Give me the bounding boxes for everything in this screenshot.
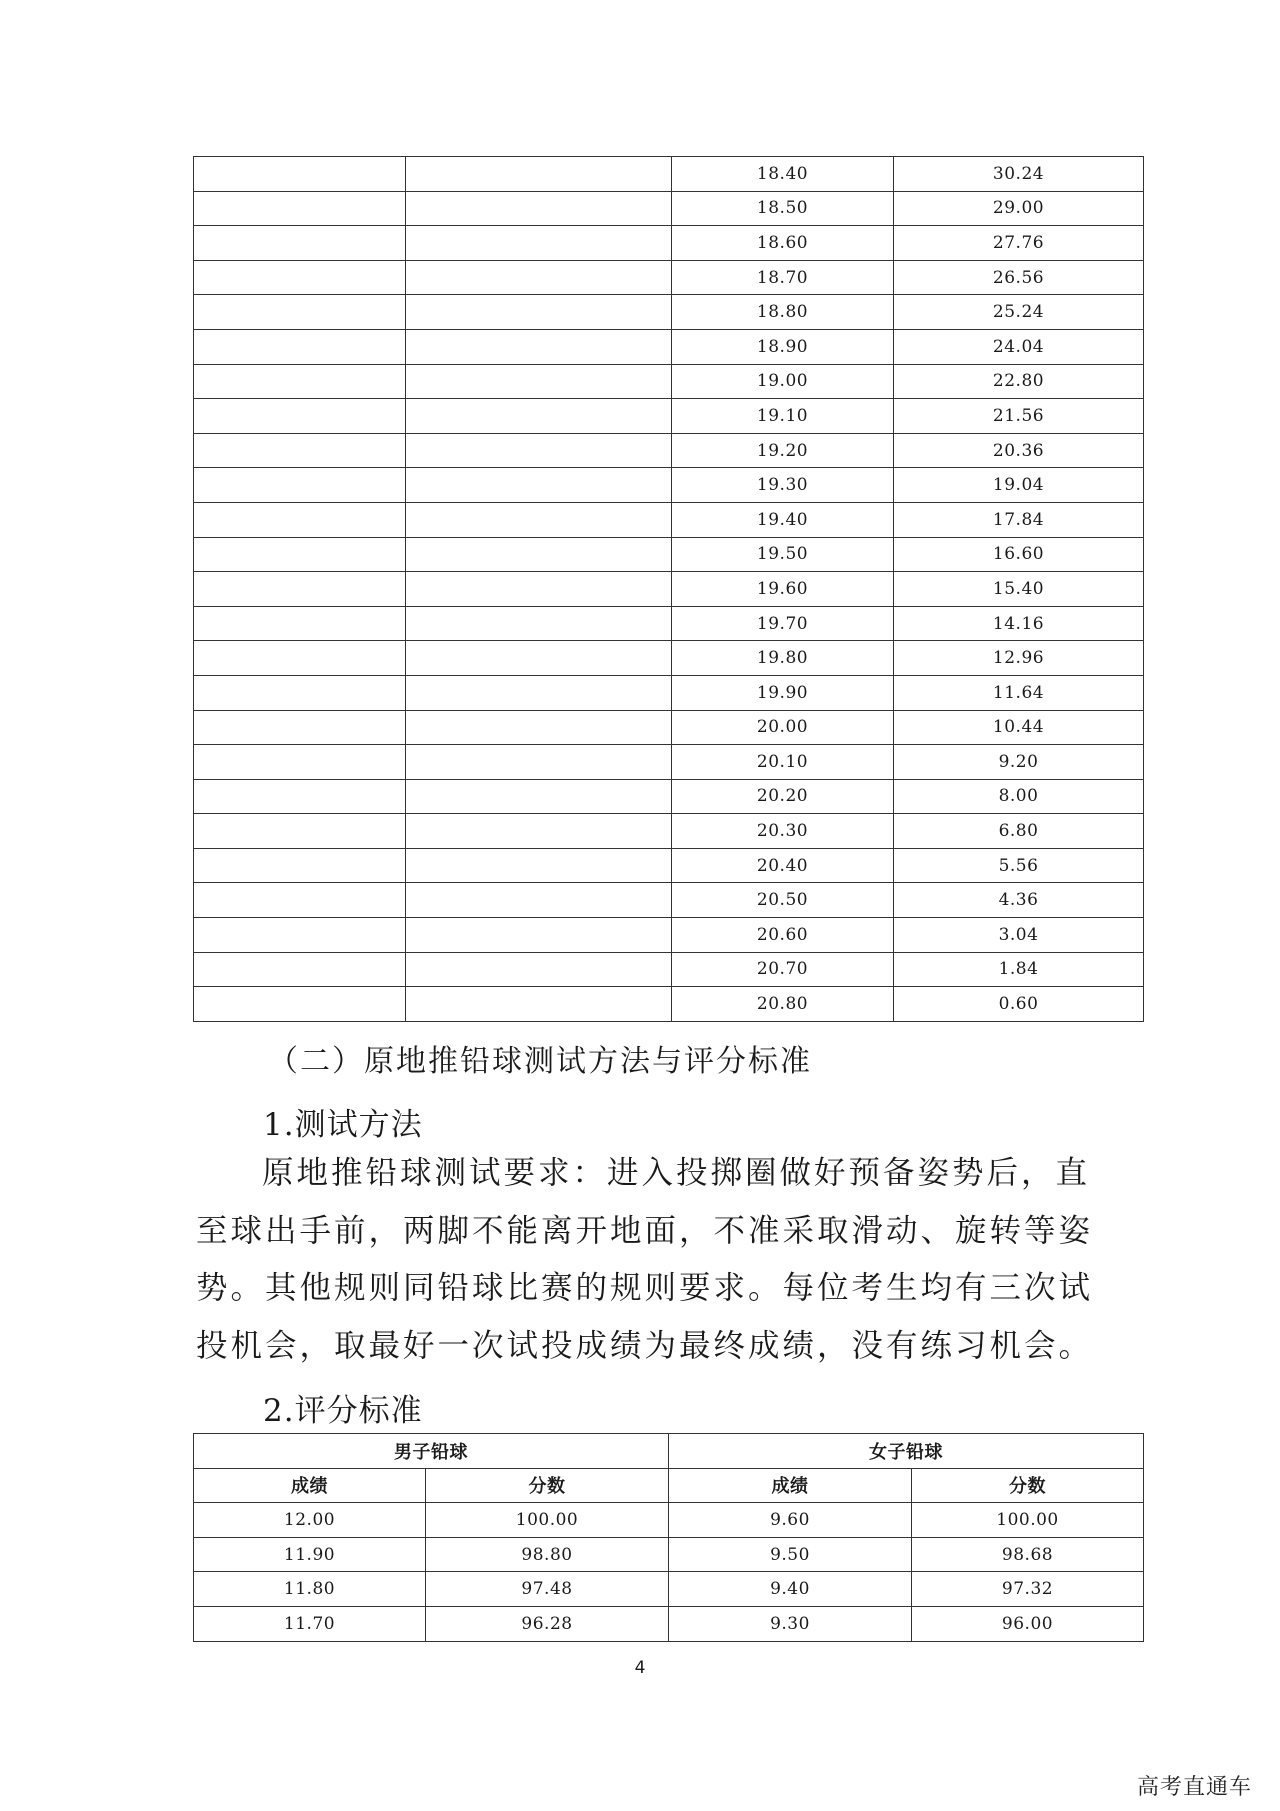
table-cell (194, 399, 406, 434)
table-cell: 19.04 (894, 468, 1144, 503)
table-cell (406, 157, 672, 192)
female-shot-put-header: 女子铅球 (669, 1434, 1144, 1469)
table-cell: 20.20 (672, 779, 894, 814)
table-cell: 29.00 (894, 191, 1144, 226)
female-score-header: 成绩 (669, 1468, 912, 1503)
table-cell: 97.32 (912, 1572, 1144, 1607)
table-cell (406, 364, 672, 399)
table-cell: 11.64 (894, 675, 1144, 710)
table-row (194, 814, 1144, 849)
female-points-header: 分数 (912, 1468, 1144, 1503)
table-cell: 18.40 (672, 157, 894, 192)
table-cell: 9.40 (669, 1572, 912, 1607)
table-row (194, 364, 1144, 399)
table-cell: 14.16 (894, 606, 1144, 641)
table-cell: 16.60 (894, 537, 1144, 572)
table-row (194, 1503, 1144, 1538)
table-cell: 98.80 (426, 1537, 669, 1572)
table-cell (194, 468, 406, 503)
table-column-header-row (194, 1468, 1144, 1503)
table-cell (406, 952, 672, 987)
table-cell: 19.80 (672, 641, 894, 676)
table-cell: 8.00 (894, 779, 1144, 814)
table-row (194, 1572, 1144, 1607)
table-cell (194, 710, 406, 745)
table-row (194, 745, 1144, 780)
table-row (194, 537, 1144, 572)
table-cell (406, 260, 672, 295)
table-cell (406, 675, 672, 710)
table-cell: 20.30 (672, 814, 894, 849)
table-cell: 9.60 (669, 1503, 912, 1538)
table-row (194, 191, 1144, 226)
table-row (194, 1537, 1144, 1572)
table-cell (406, 883, 672, 918)
table-cell: 9.50 (669, 1537, 912, 1572)
table-cell: 96.00 (912, 1606, 1144, 1641)
table-cell: 18.50 (672, 191, 894, 226)
table-cell (406, 329, 672, 364)
table-cell: 20.80 (672, 987, 894, 1022)
male-score-header: 成绩 (194, 1468, 426, 1503)
table-cell (406, 537, 672, 572)
table-cell: 19.50 (672, 537, 894, 572)
table-cell (406, 848, 672, 883)
table-cell (194, 745, 406, 780)
table-cell (194, 329, 406, 364)
table-cell (194, 814, 406, 849)
table-cell: 19.00 (672, 364, 894, 399)
table-cell: 19.40 (672, 502, 894, 537)
table-cell: 24.04 (894, 329, 1144, 364)
table-row (194, 572, 1144, 607)
watermark: 高考直通车 (1136, 1775, 1252, 1800)
table-cell: 21.56 (894, 399, 1144, 434)
table-cell (194, 295, 406, 330)
page-number: 4 (634, 1658, 646, 1678)
table-row (194, 641, 1144, 676)
table-cell: 1.84 (894, 952, 1144, 987)
table-cell: 98.68 (912, 1537, 1144, 1572)
table-cell (194, 848, 406, 883)
table-cell: 3.04 (894, 918, 1144, 953)
table-cell: 12.96 (894, 641, 1144, 676)
table-row (194, 918, 1144, 953)
scoring-title: 2.评分标准 (263, 1393, 423, 1429)
table-cell: 100.00 (426, 1503, 669, 1538)
table-cell: 19.90 (672, 675, 894, 710)
table-cell (194, 157, 406, 192)
table-cell: 20.70 (672, 952, 894, 987)
table-cell: 6.80 (894, 814, 1144, 849)
shot-put-scoring-table (193, 1433, 1144, 1642)
table-cell (194, 987, 406, 1022)
table-cell (194, 433, 406, 468)
table-cell (406, 433, 672, 468)
table-group-header-row (194, 1434, 1144, 1469)
table-cell: 96.28 (426, 1606, 669, 1641)
table-row (194, 226, 1144, 261)
table-cell (194, 883, 406, 918)
table-cell: 4.36 (894, 883, 1144, 918)
male-points-header: 分数 (426, 1468, 669, 1503)
table-cell: 22.80 (894, 364, 1144, 399)
table-row (194, 952, 1144, 987)
table-cell: 19.30 (672, 468, 894, 503)
table-cell (194, 364, 406, 399)
table-cell (406, 502, 672, 537)
table-row (194, 710, 1144, 745)
method-paragraph: 原地推铅球测试要求：进入投掷圈做好预备姿势后，直至球出手前，两脚不能离开地面，不准采取滑动、旋转等姿势。其他规则同铅球比赛的规则要求。每位考生均有三次试投机会，取最好一次试投成绩为最终成绩，没有练习机会。 (196, 1155, 1094, 1364)
table-cell: 12.00 (194, 1503, 426, 1538)
table-row (194, 329, 1144, 364)
table-row (194, 433, 1144, 468)
table-cell: 11.80 (194, 1572, 426, 1607)
table-cell (406, 468, 672, 503)
table-cell: 100.00 (912, 1503, 1144, 1538)
table-cell (194, 260, 406, 295)
method-title: 1.测试方法 (263, 1107, 423, 1143)
table-cell: 20.00 (672, 710, 894, 745)
table-cell: 19.10 (672, 399, 894, 434)
table-row (194, 848, 1144, 883)
table-cell (406, 745, 672, 780)
table-cell: 30.24 (894, 157, 1144, 192)
table-row (194, 987, 1144, 1022)
table-row (194, 606, 1144, 641)
table-cell: 20.10 (672, 745, 894, 780)
table-row (194, 260, 1144, 295)
table-row (194, 779, 1144, 814)
table-row (194, 468, 1144, 503)
table-cell (194, 572, 406, 607)
table-cell: 20.40 (672, 848, 894, 883)
table-cell (194, 918, 406, 953)
table-cell (406, 295, 672, 330)
table-cell (194, 641, 406, 676)
table-cell (406, 606, 672, 641)
table-cell: 18.60 (672, 226, 894, 261)
table-cell: 25.24 (894, 295, 1144, 330)
table-cell (406, 572, 672, 607)
table-cell: 11.70 (194, 1606, 426, 1641)
table-cell (406, 918, 672, 953)
table-cell (194, 502, 406, 537)
table-row (194, 883, 1144, 918)
table-cell: 0.60 (894, 987, 1144, 1022)
table-cell (194, 537, 406, 572)
table-cell (406, 226, 672, 261)
table-cell: 11.90 (194, 1537, 426, 1572)
section-heading: （二）原地推铅球测试方法与评分标准 (268, 1044, 812, 1079)
table-row (194, 502, 1144, 537)
table-cell: 15.40 (894, 572, 1144, 607)
table-cell (406, 399, 672, 434)
table-cell (406, 641, 672, 676)
table-cell (194, 675, 406, 710)
table-cell: 18.80 (672, 295, 894, 330)
table-cell: 27.76 (894, 226, 1144, 261)
table-cell (406, 779, 672, 814)
table-cell: 20.36 (894, 433, 1144, 468)
table-cell (406, 814, 672, 849)
table-row (194, 675, 1144, 710)
table-cell: 20.60 (672, 918, 894, 953)
table-cell: 97.48 (426, 1572, 669, 1607)
table-cell: 19.60 (672, 572, 894, 607)
male-shot-put-header: 男子铅球 (194, 1434, 669, 1469)
scoring-table-continued (193, 156, 1144, 1022)
table-cell: 19.20 (672, 433, 894, 468)
table-row (194, 399, 1144, 434)
table-cell (406, 987, 672, 1022)
table-row (194, 1606, 1144, 1641)
table-cell: 18.70 (672, 260, 894, 295)
table-cell (194, 191, 406, 226)
table-cell: 19.70 (672, 606, 894, 641)
table-row (194, 295, 1144, 330)
table-row (194, 157, 1144, 192)
table-cell (194, 606, 406, 641)
table-cell (194, 952, 406, 987)
table-cell (406, 191, 672, 226)
table-cell: 5.56 (894, 848, 1144, 883)
table-cell: 20.50 (672, 883, 894, 918)
table-cell: 9.20 (894, 745, 1144, 780)
table-cell (194, 226, 406, 261)
table-cell: 26.56 (894, 260, 1144, 295)
table-cell (194, 779, 406, 814)
table-cell: 18.90 (672, 329, 894, 364)
table-cell (406, 710, 672, 745)
table-cell: 9.30 (669, 1606, 912, 1641)
table-cell: 17.84 (894, 502, 1144, 537)
table-cell: 10.44 (894, 710, 1144, 745)
